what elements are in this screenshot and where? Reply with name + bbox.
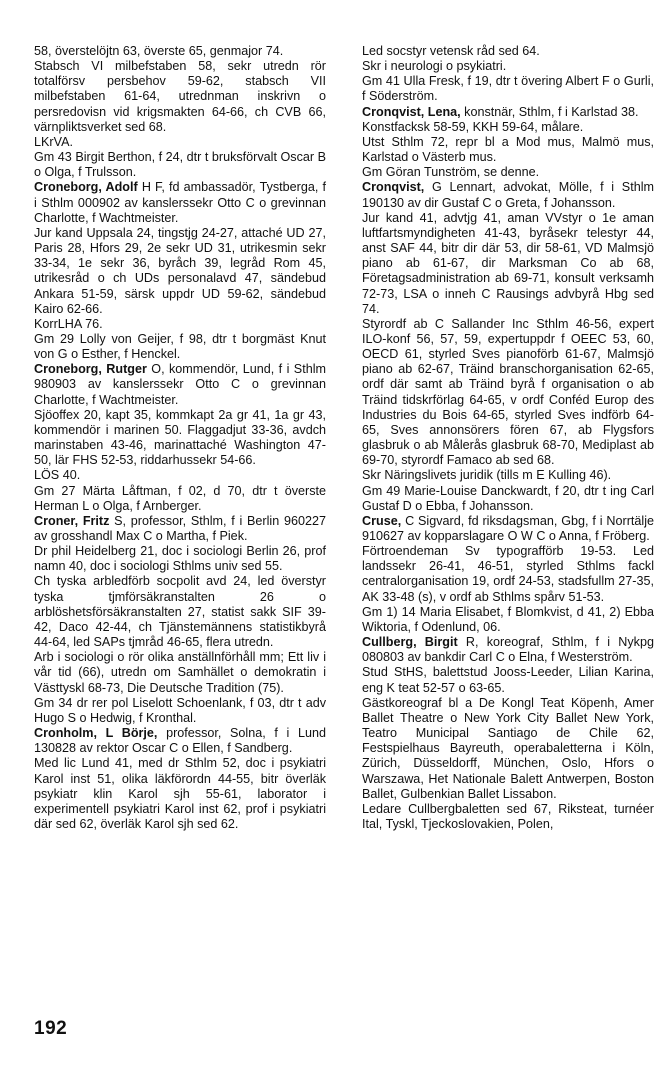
page-number: 192 xyxy=(34,1018,68,1039)
biography-entry xyxy=(34,514,326,544)
entry-details: O, kommendör, Lund, f i Sthlm 980903 av kanslerssekr Otto C o grevinnan Charlotte, f Wachtmeister. xyxy=(34,362,326,407)
entry-text: Gm 1) 14 Maria Elisabet, f Blomkvist, d 41, 2) Ebba Wiktoria, f Odenlund, 06. xyxy=(362,604,654,634)
entry-name: Cruse, xyxy=(362,513,402,528)
entry-details: R, koreograf, Sthlm, f i Nykpg 080803 av bankdir Carl C o Elna, f Westerström. xyxy=(362,635,654,665)
entry-text: Förtroendeman Sv typografförb 19-53. Led landssekr 26-41, 46-51, styrled Sthlms fackl centralorganisation 19, ordf 24-53, stadsfullm 27-35, AK 33-48 (s), v ordf ab Sthlms spårv 51-53. xyxy=(362,544,654,604)
entry-name: Croner, Fritz xyxy=(34,513,110,528)
entry-name: Cullberg, Birgit xyxy=(362,635,458,650)
entry-name: Cronqvist, xyxy=(362,180,425,195)
biography-entry xyxy=(362,514,654,544)
entry-details: H F, fd ambassadör, Tystberga, f i Sthlm 000902 av kanslerssekr Otto C o grevinnan Charlotte, f Wachtmeister. xyxy=(34,180,326,225)
entry-text: Skr i neurologi o psykiatri. xyxy=(362,59,507,74)
entry-details: C Sigvard, fd riksdagsman, Gbg, f i Norrtälje 910627 av kopparslagare O W C o Anna, f Fröberg. xyxy=(362,513,654,543)
entry-text: Konstfacksk 58-59, KKH 59-64, målare. xyxy=(362,119,584,134)
entry-details: professor, Solna, f i Lund 130828 av rektor Oscar C o Ellen, f Sandberg. xyxy=(34,726,326,756)
entry-text: Led socstyr vetensk råd sed 64. xyxy=(362,44,540,58)
entry-name: Cronholm, L Börje, xyxy=(34,726,158,741)
entry-text: Dr phil Heidelberg 21, doc i sociologi Berlin 26, prof namn 40, doc i sociologi Sthlms univ sed 55. xyxy=(34,544,326,574)
entry-text: Gm 29 Lolly von Geijer, f 98, dtr t borgmäst Knut von G o Esther, f Henckel. xyxy=(34,331,326,362)
biography-entry xyxy=(34,180,326,225)
biography-entry xyxy=(362,105,654,120)
entry-name: Croneborg, Adolf xyxy=(34,180,138,195)
left-column xyxy=(34,44,326,832)
entry-name: Cronqvist, Lena, xyxy=(362,104,461,119)
entry-text: Skr Näringslivets juridik (tills m E Kulling 46). xyxy=(362,468,612,483)
entry-text: Gm 43 Birgit Berthon, f 24, dtr t bruksförvalt Oscar B o Olga, f Trulsson. xyxy=(34,150,326,180)
entry-text: Stud StHS, balettstud Jooss-Leeder, Lilian Karina, eng K teat 52-57 o 63-65. xyxy=(362,665,654,695)
entry-details: G Lennart, advokat, Mölle, f i Sthlm 190130 av dir Gustaf C o Greta, f Johansson. xyxy=(362,180,654,210)
entry-text: Jur kand Uppsala 24, tingstjg 24-27, attaché UD 27, Paris 28, Hfors 29, 2e sekr UD 31, utrikesmin sekr 33-34, 1e sekr 36, byråch 39, legråd Rom 45, utrikesråd o ch UDs personalavd 47, sändebud Ankara 51-59, särsk uppdr UD 59-62, sändebud Kairo 62-66. xyxy=(34,225,326,316)
entry-text: Gm 49 Marie-Louise Danckwardt, f 20, dtr t ing Carl Gustaf D o Ebba, f Johansson. xyxy=(362,483,654,513)
biography-entry xyxy=(34,362,326,407)
entry-details: konstnär, Sthlm, f i Karlstad 38. xyxy=(460,104,639,119)
entry-text: Gm 27 Märta Låftman, f 02, d 70, dtr t överste Herman L o Olga, f Arnberger. xyxy=(34,483,326,513)
entry-text: LKrVA. xyxy=(34,134,73,149)
entry-text: KorrLHA 76. xyxy=(34,316,103,331)
entry-text: Gm 34 dr rer pol Liselott Schoenlank, f 03, dtr t adv Hugo S o Hedwig, f Kronthal. xyxy=(34,695,326,725)
biography-entry xyxy=(362,180,654,210)
entry-text: Utst Sthlm 72, repr bl a Mod mus, Malmö mus, Karlstad o Västerb mus. xyxy=(362,134,654,165)
entry-text: Sjöoffex 20, kapt 35, kommkapt 2a gr 41, 1a gr 43, kommendör i marinen 50. Flaggadjut 33-36, avdch marinstaben 43-46, marinattaché Washington 47-50, lär FHS 52-53, riddarhussekr 54-66. xyxy=(34,407,326,468)
entry-text: Gm 41 Ulla Fresk, f 19, dtr t övering Albert F o Gurli, f Söderström. xyxy=(362,74,654,104)
entry-text: Ledare Cullbergbaletten sed 67, Riksteat, turnéer Ital, Tyskl, Tjeckoslovakien, Polen, xyxy=(362,801,654,831)
biography-entry xyxy=(362,635,654,665)
entry-text: 58, överstelöjtn 63, överste 65, genmajor 74. xyxy=(34,44,284,58)
right-column xyxy=(362,44,654,832)
entry-text: Med lic Lund 41, med dr Sthlm 52, doc i psykiatri Karol inst 51, olika läkförordn 44-55, bitr överläk psykiatr klin Karol sjh 55-61, laborator i experimentell psykiatri Karol inst 62, prof i psykiatri där sed 62, överläk Karol sjh sed 62. xyxy=(34,756,326,831)
entry-text: LÖS 40. xyxy=(34,468,81,483)
entry-text: Gästkoreograf bl a De Kongl Teat Köpenh, Amer Ballet Theatre o New York City Ballet New York, Teatro Municipal Santiago de Chile 62, Festspielhaus Bayreuth, operabaletterna i Köln, Zürich, Düsseldorff, München, Oslo, Hfors o Warszawa, Het Nationale Balett Antwerpen, Boston Ballet, Gulbenkian Ballet Lissabon. xyxy=(362,695,654,801)
entry-text: Arb i sociologi o rör olika anställnförhåll mm; Ett liv i vår tid (66), utredn om Samhället o demokratin i Västtyskl 68-73, Die Deutsche Tradition (75). xyxy=(34,650,326,695)
entry-text: Jur kand 41, advtjg 41, aman VVstyr o 1e aman luftfartsmyndigheten 41-43, byråsekr telestyr 44, anst SAF 44, bitr dir där 53, dir 58-61, VD Malmsjö piano ab 61-67, dir Marksman Co ab 68, Företagsadministration ab 69-71, konsult verksamh 72-73, LSA o inneh C Rausings advbyrå Hbg sed 74. xyxy=(362,210,654,316)
biography-entry xyxy=(34,726,326,756)
entry-text: Stabsch VI milbefstaben 58, sekr utredn rör totalförsv persbehov 59-62, stabsch VII milbefstaben 61-64, utrednman inskrivn o persredovisn vid krigsmakten 64-66, ch CVB 66, värnpliktsverket sed 68. xyxy=(34,59,326,134)
entry-details: S, professor, Sthlm, f i Berlin 960227 av grosshandl Max C o Martha, f Piek. xyxy=(34,513,326,543)
entry-text: Ch tyska arbledförb socpolit avd 24, led överstyr tyska tjmförsäkranstalten 26 o arblöshetsförsäkranstalten 27, statist sakk SIF 39-42, Daco 42-44, ch Tjänstemännens statistikbyrå 44-64, led SAPs tjmråd 46-65, flera utredn. xyxy=(34,574,326,650)
entry-name: Croneborg, Rutger xyxy=(34,362,147,377)
entry-text: Styrordf ab C Sallander Inc Sthlm 46-56, expert ILO-konf 56, 57, 59, expertuppdr f OEEC 53, 60, OECD 61, styrled Sves pianoförb 61-67, Malmsjö piano ab 62-67, Träind branschorganisation 62-65, ordf där samt ab Träind byrå f organisation o ab Träind tidskrförlag 64-65, v ordf Conféd Europ des Industries du Bois 64-65, styrled Sves indförb 64-65, Sves annonsörers fören 67, ab Flygsfors glasbruk o ab Målerås glasbruk 68-70, Mediplast ab 69-70, styrordf Famaco ab sed 68. xyxy=(362,316,654,468)
entry-text: Gm Göran Tunström, se denne. xyxy=(362,165,540,180)
